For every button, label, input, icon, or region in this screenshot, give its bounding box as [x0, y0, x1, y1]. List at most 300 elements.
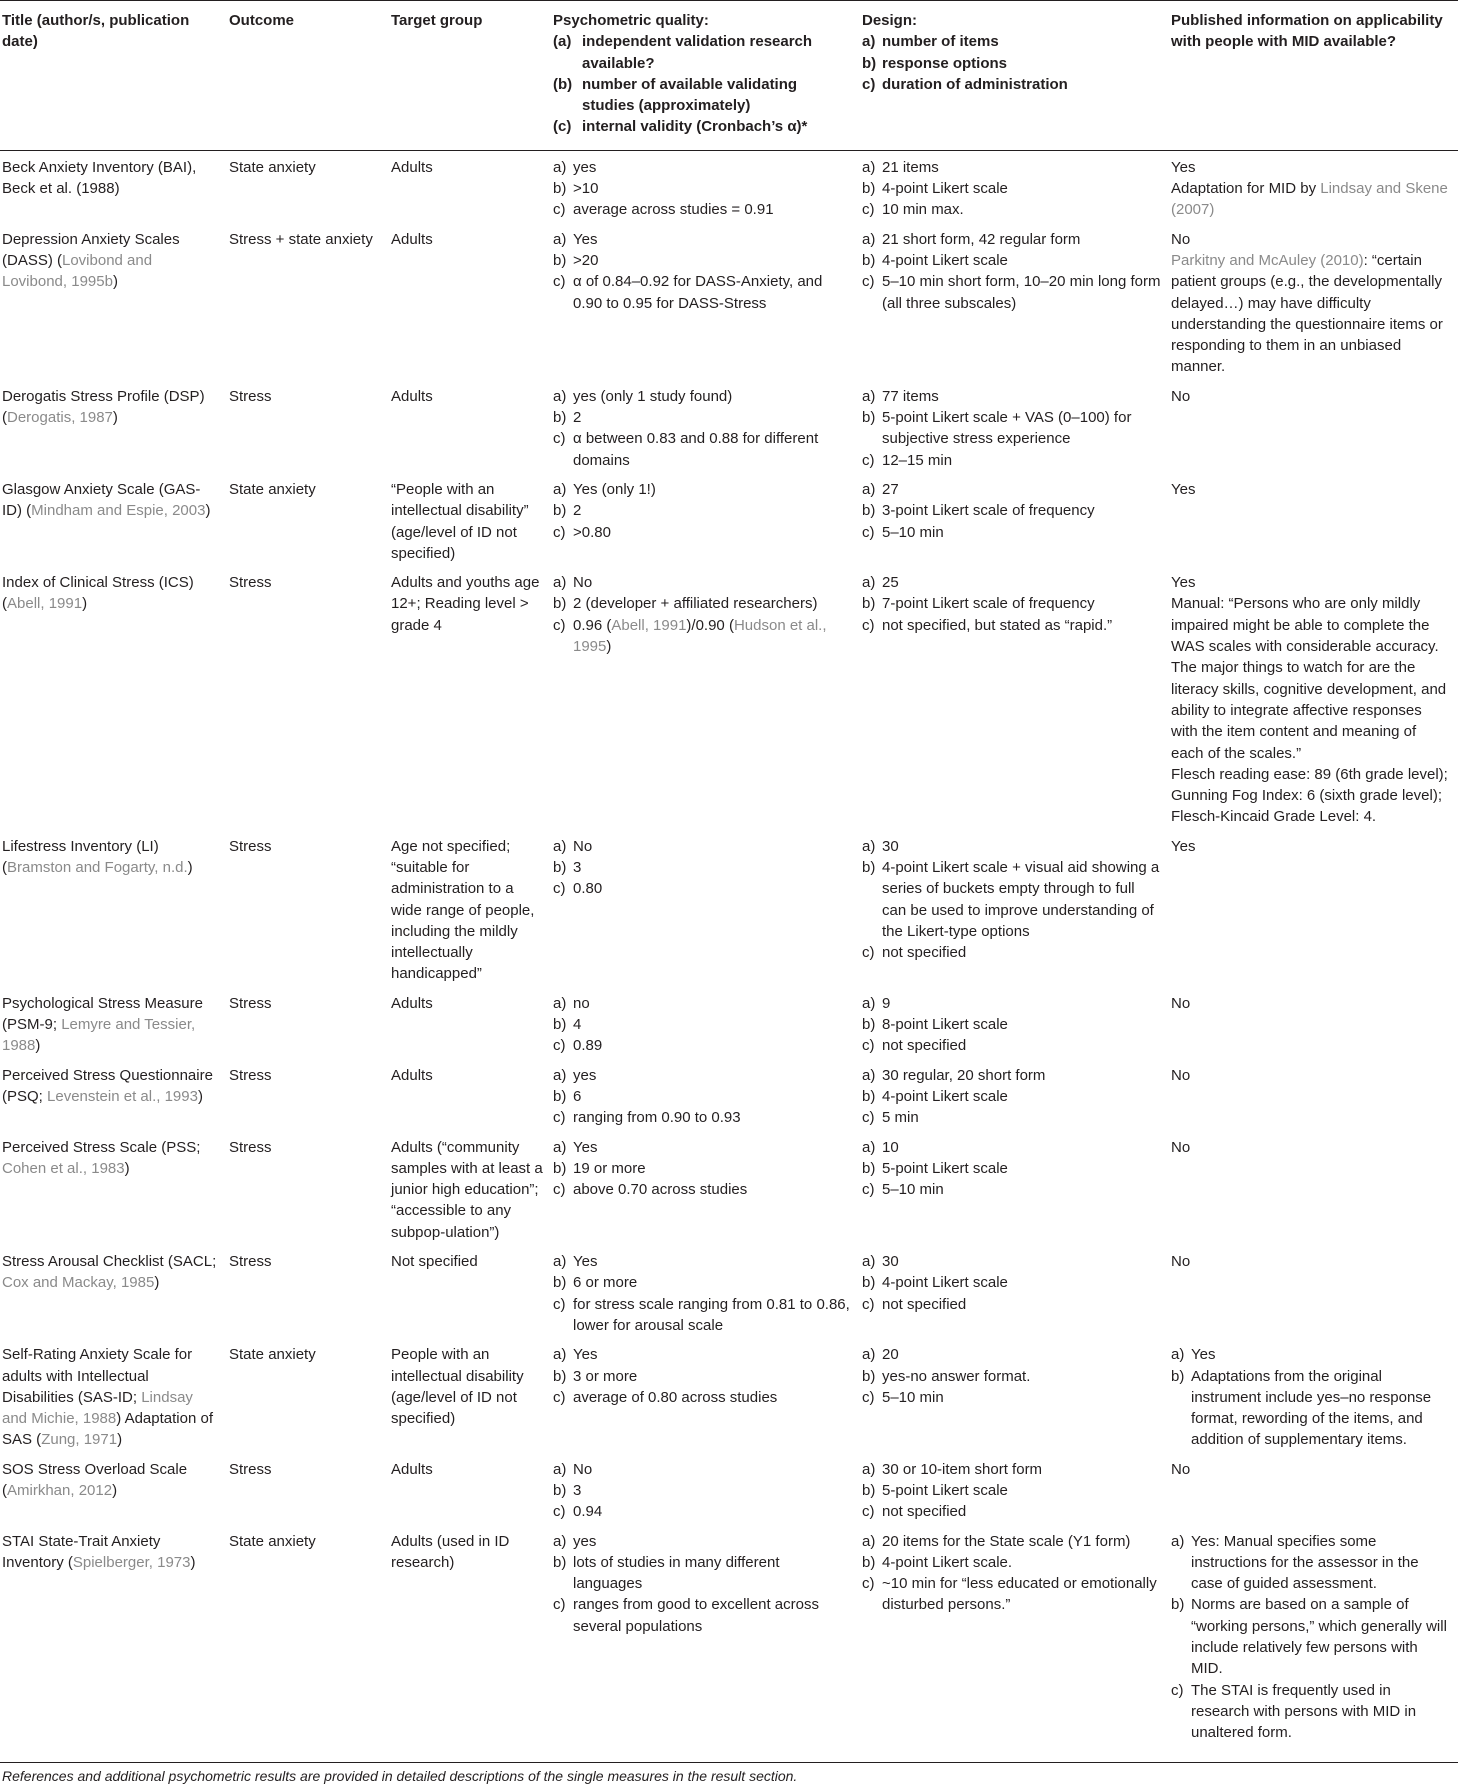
citation-link[interactable]: Lemyre and Tessier, 1988 [2, 1016, 196, 1055]
text-run: )/0.90 ( [686, 616, 734, 634]
cell-target-group [389, 150, 551, 222]
item-text [882, 479, 1161, 500]
item-marker: c) [553, 430, 566, 448]
cell-line [1171, 572, 1450, 593]
cell-line [862, 1086, 1161, 1107]
item-text [882, 1366, 1161, 1387]
cell-mid-applicability [1169, 1338, 1458, 1452]
item-text [573, 1272, 852, 1293]
text-run: yes (only 1 study found) [573, 387, 733, 405]
item-text [882, 1107, 1161, 1128]
citation-link[interactable]: Derogatis, 1987 [7, 409, 113, 427]
item-marker: c) [862, 451, 875, 469]
cell-title [0, 566, 227, 830]
item-marker: c) [553, 1109, 566, 1127]
text-run: average of 0.80 across studies [573, 1388, 778, 1406]
text-run: 4-point Likert scale + visual aid showing a series of buckets empty through to full can be used to improve understanding of the Likert-type options [882, 858, 1160, 940]
cell-psychometric-quality [551, 830, 860, 987]
cell-title [0, 223, 227, 380]
item-text [882, 229, 1161, 250]
item-marker: b) [553, 1482, 567, 1499]
item-text [882, 615, 1161, 636]
text-run: 20 items for the State scale (Y1 form) [882, 1532, 1131, 1550]
text-run: 9 [882, 994, 891, 1012]
cell-line [862, 178, 1161, 199]
text-run: 4-point Likert scale. [882, 1553, 1013, 1571]
text-run: No [573, 574, 593, 592]
citation-link[interactable]: Mindham and Espie, 2003 [31, 502, 206, 520]
item-text [882, 993, 1161, 1014]
cell-line [553, 1158, 852, 1179]
item-marker: b) [862, 858, 876, 876]
item-text [573, 1158, 852, 1179]
cell-line [862, 1065, 1161, 1086]
item-text [882, 157, 1161, 178]
cell-line [862, 615, 1161, 636]
item-text [573, 993, 852, 1014]
item-text [573, 1014, 852, 1035]
item-marker: b) [553, 1087, 567, 1105]
cell-line [862, 522, 1161, 543]
item-text [1171, 157, 1450, 178]
item-marker: b) [862, 1159, 876, 1177]
item-text [882, 178, 1161, 199]
text-run: Beck Anxiety Inventory (BAI), Beck et al. (1988) [2, 158, 197, 198]
table-footnote: References and additional psychometric results are provided in detailed descriptions of the single measures in the result section. [2, 1767, 798, 1784]
item-text [1171, 572, 1450, 593]
cell-line [862, 1459, 1161, 1480]
table-row [0, 830, 1458, 987]
cell-mid-applicability [1169, 987, 1458, 1059]
cell-target-group [389, 1453, 551, 1525]
item-marker: b) [553, 1367, 567, 1385]
item-marker: b) [862, 1087, 876, 1105]
item-text [573, 522, 852, 543]
cell-line [553, 157, 852, 178]
cell-outcome: Stress [229, 574, 272, 592]
table-header [0, 1, 1458, 151]
cell-psychometric-quality [551, 1131, 860, 1245]
text-run: ) [35, 1037, 41, 1055]
cell-line [553, 1014, 852, 1035]
item-text [1171, 1459, 1450, 1480]
item-text [573, 1387, 852, 1408]
text-run: 10 [882, 1138, 899, 1156]
item-text [573, 1251, 852, 1272]
header-title-line: date) [2, 33, 38, 51]
item-text [573, 572, 852, 593]
cell-psychometric-quality [551, 223, 860, 380]
text-run: Adults (used in ID research) [391, 1532, 510, 1571]
item-text [1171, 178, 1450, 221]
header-design-item [862, 53, 1161, 74]
cell-mid-applicability [1169, 1525, 1458, 1762]
cell-line [553, 1366, 852, 1387]
cell-psychometric-quality [551, 566, 860, 830]
item-text [573, 1086, 852, 1107]
cell-line [553, 1137, 852, 1158]
item-text [882, 1480, 1161, 1501]
cell-line [862, 1107, 1161, 1128]
item-marker: a) [862, 387, 876, 405]
item-text [573, 1344, 852, 1365]
item-marker: b) [1171, 1367, 1185, 1385]
item-marker: c) [553, 1181, 566, 1199]
item-text [1171, 1251, 1450, 1272]
item-text [882, 407, 1161, 450]
text-run: Yes [1171, 158, 1196, 176]
cell-title [0, 1131, 227, 1245]
citation-link[interactable]: Cox and Mackay, 1985 [2, 1274, 155, 1292]
text-run: STAI State-Trait Anxiety Inventory ( [2, 1532, 161, 1571]
item-text [573, 1065, 852, 1086]
item-marker: a) [1171, 1532, 1185, 1550]
text-run: not specified [882, 1037, 967, 1055]
item-text [1171, 993, 1450, 1014]
text-run: 5-point Likert scale + VAS (0–100) for subjective stress experience [882, 409, 1132, 448]
text-run: 5-point Likert scale [882, 1159, 1008, 1177]
item-text [1171, 593, 1450, 763]
text-run: 3-point Likert scale of frequency [882, 502, 1095, 520]
cell-outcome: Stress [229, 837, 272, 855]
cell-line [1171, 1344, 1450, 1365]
item-text [882, 522, 1161, 543]
cell-line [553, 1086, 852, 1107]
text-run: not specified [882, 1503, 967, 1521]
text-run: 30 [882, 1253, 899, 1271]
text-run: No [573, 837, 593, 855]
cell-line [553, 1594, 852, 1637]
text-run: No [1171, 1460, 1191, 1478]
cell-outcome: Stress [229, 1460, 272, 1478]
cell-line [862, 593, 1161, 614]
text-run: Depression Anxiety Scales (DASS) ( [2, 230, 180, 269]
text-run: 0.96 ( [573, 616, 612, 634]
item-text [882, 1344, 1161, 1365]
text-run: No [573, 1460, 593, 1478]
cell-line [1171, 250, 1450, 378]
cell-design [860, 380, 1169, 473]
item-marker: a) [862, 230, 876, 248]
text-run: Perceived Stress Scale (PSS; [2, 1138, 201, 1156]
item-text [882, 271, 1161, 314]
item-marker: c) [862, 1575, 875, 1593]
cell-line [553, 522, 852, 543]
table-row [0, 1131, 1458, 1245]
item-marker: c) [862, 1503, 875, 1521]
item-marker: a) [862, 480, 876, 498]
item-text [573, 1501, 852, 1522]
item-text [1171, 1065, 1450, 1086]
cell-line [862, 1480, 1161, 1501]
item-marker: a) [553, 837, 567, 855]
header-design [860, 1, 1169, 151]
text-run: ) [197, 1087, 203, 1105]
item-marker: a) [862, 33, 876, 51]
cell-psychometric-quality [551, 987, 860, 1059]
text-run: Yes: Manual specifies some instructions for the assessor in the case of guided assessment. [1191, 1532, 1419, 1593]
text-run: ranges from good to excellent across several populations [573, 1596, 819, 1635]
item-marker: b) [862, 1553, 876, 1571]
item-marker: c) [862, 1388, 875, 1406]
cell-target-group [389, 566, 551, 830]
item-marker: c) [553, 616, 566, 634]
item-text [882, 1459, 1161, 1480]
text-run: 30 [882, 837, 899, 855]
citation-link[interactable]: Hudson et al., 1995 [573, 616, 827, 656]
item-marker: b) [862, 409, 876, 427]
cell-line [553, 836, 852, 857]
cell-title [0, 1525, 227, 1762]
header-psychometric-item [553, 74, 852, 117]
text-run: Not specified [391, 1253, 478, 1271]
text-run: lots of studies in many different languages [573, 1553, 780, 1593]
text-run: ) [187, 858, 193, 876]
item-marker: c) [862, 201, 875, 219]
text-run: >10 [573, 180, 599, 198]
cell-line [862, 450, 1161, 471]
text-run: 3 [573, 858, 582, 876]
cell-design [860, 830, 1169, 987]
cell-target-group [389, 1525, 551, 1762]
text-run: ) [205, 502, 211, 520]
cell-line [1171, 993, 1450, 1014]
cell-line [862, 1366, 1161, 1387]
citation-link[interactable]: Lovibond and Lovibond, 1995b [2, 251, 153, 291]
table-row [0, 1059, 1458, 1131]
item-marker: b) [553, 1159, 567, 1177]
text-run: 21 short form, 42 regular form [882, 230, 1081, 248]
citation-link[interactable]: Parkitny and McAuley (2010) [1171, 251, 1364, 269]
item-text [882, 1552, 1161, 1573]
text-run: Self-Rating Anxiety Scale for adults with Intellectual Disabilities (SAS-ID; [2, 1346, 193, 1406]
cell-line [1171, 593, 1450, 763]
header-design-item [862, 31, 1161, 52]
header-design-item [862, 74, 1161, 95]
citation-link[interactable]: Cohen et al., 1983 [2, 1159, 125, 1177]
item-marker: c) [862, 523, 875, 541]
cell-line [553, 1480, 852, 1501]
cell-title [0, 473, 227, 566]
item-marker: b) [862, 502, 876, 520]
cell-design [860, 1453, 1169, 1525]
item-text [1171, 229, 1450, 250]
cell-design [860, 223, 1169, 380]
cell-design [860, 1059, 1169, 1131]
citation-link[interactable]: Bramston and Fogarty, n.d. [7, 858, 188, 876]
cell-title [0, 830, 227, 987]
cell-line [862, 857, 1161, 942]
citation-link[interactable]: Amirkhan, 2012 [7, 1482, 113, 1499]
item-marker: c) [553, 880, 566, 898]
text-run: 3 or more [573, 1367, 638, 1385]
text-run: Adults [391, 994, 433, 1012]
header-psychometric-quality [551, 1, 860, 151]
item-text [882, 1387, 1161, 1408]
cell-line [1171, 1680, 1450, 1744]
cell-line [1171, 836, 1450, 857]
header-title [0, 1, 227, 151]
cell-line [862, 993, 1161, 1014]
text-run: for stress scale ranging from 0.81 to 0.86, lower for arousal scale [573, 1295, 850, 1334]
item-text [573, 1531, 852, 1552]
citation-link[interactable]: Lindsay and Michie, 1988 [2, 1388, 193, 1428]
text-run: ) [154, 1274, 160, 1292]
text-run: Adults and youths age 12+; Reading level > grade 4 [391, 574, 540, 634]
item-marker: c) [862, 1295, 875, 1313]
text-run: 0.94 [573, 1503, 603, 1521]
cell-line [862, 271, 1161, 314]
item-marker: c) [553, 273, 566, 291]
text-run: Derogatis Stress Profile (DSP) ( [2, 387, 205, 427]
cell-design [860, 566, 1169, 830]
table-row [0, 1525, 1458, 1762]
citation-link[interactable]: Abell, 1991 [7, 595, 83, 613]
cell-outcome: State anxiety [229, 1346, 316, 1364]
cell-line [553, 993, 852, 1014]
item-marker: b) [553, 1016, 567, 1034]
text-run: No [1171, 1138, 1191, 1156]
cell-line [553, 1179, 852, 1200]
cell-line [862, 229, 1161, 250]
citation-link[interactable]: Spielberger, 1973 [72, 1553, 191, 1571]
cell-title [0, 150, 227, 222]
item-marker: a) [1171, 1346, 1185, 1364]
text-run: ) [112, 1482, 118, 1499]
item-text [882, 1531, 1161, 1552]
item-text [573, 271, 852, 314]
cell-line [553, 428, 852, 471]
citation-link[interactable]: Levenstein et al., 1993 [47, 1087, 198, 1105]
text-run: : “certain patient groups (e.g., the developmentally delayed…) may have difficulty understanding the questionnaire items or responding to them in an unbiased manner. [1171, 251, 1443, 376]
citation-link[interactable]: Zung, 1971 [41, 1431, 118, 1449]
cell-line [862, 199, 1161, 220]
cell-target-group [389, 380, 551, 473]
cell-line [553, 250, 852, 271]
cell-line [1171, 1251, 1450, 1272]
text-run: ) [117, 1431, 123, 1449]
text-run: “People with an intellectual disability” (age/level of ID not specified) [391, 480, 529, 562]
text-run: Lifestress Inventory (LI) ( [2, 837, 159, 876]
cell-line [553, 407, 852, 428]
cell-target-group [389, 830, 551, 987]
text-run: People with an intellectual disability (age/level of ID not specified) [391, 1346, 524, 1428]
item-text [882, 199, 1161, 220]
item-text [573, 157, 852, 178]
cell-line [553, 1459, 852, 1480]
item-text [882, 1137, 1161, 1158]
item-marker: b) [553, 180, 567, 198]
cell-line [1171, 386, 1450, 407]
cell-design [860, 1525, 1169, 1762]
item-text [882, 1251, 1161, 1272]
cell-psychometric-quality [551, 1453, 860, 1525]
text-run: Adaptations from the original instrument include yes–no response format, rewording of the items, and addition of supplementary items. [1191, 1367, 1432, 1449]
text-run: Stress Arousal Checklist (SACL; [2, 1253, 217, 1271]
item-text [573, 1137, 852, 1158]
cell-line [862, 407, 1161, 450]
text-run: 5–10 min [882, 523, 944, 541]
item-marker: b) [553, 1274, 567, 1292]
text-run: yes-no answer format. [882, 1367, 1031, 1385]
item-marker: a) [553, 1138, 567, 1156]
item-marker: c) [1171, 1681, 1184, 1699]
text-run: 77 items [882, 387, 939, 405]
cell-line [553, 1294, 852, 1337]
text-run: not specified, but stated as “rapid.” [882, 616, 1113, 634]
citation-link[interactable]: Lindsay and Skene (2007) [1171, 180, 1448, 219]
cell-design [860, 150, 1169, 222]
cell-mid-applicability [1169, 150, 1458, 222]
cell-line [553, 386, 852, 407]
cell-design [860, 473, 1169, 566]
cell-line [553, 615, 852, 658]
text-run: 3 [573, 1482, 582, 1499]
item-text [882, 1065, 1161, 1086]
item-marker: c) [553, 1388, 566, 1406]
table-row [0, 1245, 1458, 1338]
text-run: No [1171, 230, 1191, 248]
item-text [573, 479, 852, 500]
item-marker: b) [553, 251, 567, 269]
item-marker: b) [553, 502, 567, 520]
text-run: Manual: “Persons who are only mildly impaired might be able to complete the WAS scales with considerable accuracy. The major things to watch for are the literacy skills, cognitive development, and ability to integrate affective responses with the item content and meaning of each of the scales.” [1171, 595, 1447, 762]
item-text [573, 386, 852, 407]
item-marker: a) [862, 1532, 876, 1550]
item-marker: c) [862, 1037, 875, 1055]
item-marker: c) [862, 75, 876, 93]
text-run: not specified [882, 944, 967, 962]
item-text [573, 1035, 852, 1056]
header-mid-applicability: Published information on applicability with people with MID available? [1171, 12, 1443, 51]
text-run: 4 [573, 1016, 582, 1034]
text-run: Glasgow Anxiety Scale (GAS-ID) ( [2, 480, 201, 520]
text-run: ) [112, 409, 118, 427]
text-run: 2 [573, 502, 582, 520]
text-run: Adults [391, 1460, 433, 1478]
item-text [882, 386, 1161, 407]
item-marker: b) [862, 1016, 876, 1034]
cell-mid-applicability [1169, 380, 1458, 473]
text-run: Yes [573, 230, 598, 248]
item-text [1171, 836, 1450, 857]
citation-link[interactable]: Abell, 1991 [611, 616, 687, 634]
item-text [1171, 386, 1450, 407]
text-run: 0.80 [573, 880, 603, 898]
cell-psychometric-quality [551, 150, 860, 222]
text-run: Psychological Stress Measure (PSM-9; [2, 994, 203, 1034]
text-run: 4-point Likert scale [882, 180, 1008, 198]
cell-design [860, 1131, 1169, 1245]
item-text [573, 250, 852, 271]
item-marker: (c) [553, 118, 572, 136]
item-marker: b) [862, 1367, 876, 1385]
item-text [1171, 1137, 1450, 1158]
header-title-line: Title (author/s, publication [2, 12, 190, 29]
item-marker: b) [862, 595, 876, 613]
text-run: 4-point Likert scale [882, 1087, 1008, 1105]
item-text [882, 1272, 1161, 1293]
cell-psychometric-quality [551, 473, 860, 566]
cell-line [862, 1552, 1161, 1573]
item-text [573, 1107, 852, 1128]
text-run: ranging from 0.90 to 0.93 [573, 1109, 741, 1127]
text-run: SOS Stress Overload Scale ( [2, 1460, 188, 1499]
text-run: 10 min max. [882, 201, 964, 219]
item-text [882, 572, 1161, 593]
cell-line [553, 500, 852, 521]
item-text [573, 1294, 852, 1337]
